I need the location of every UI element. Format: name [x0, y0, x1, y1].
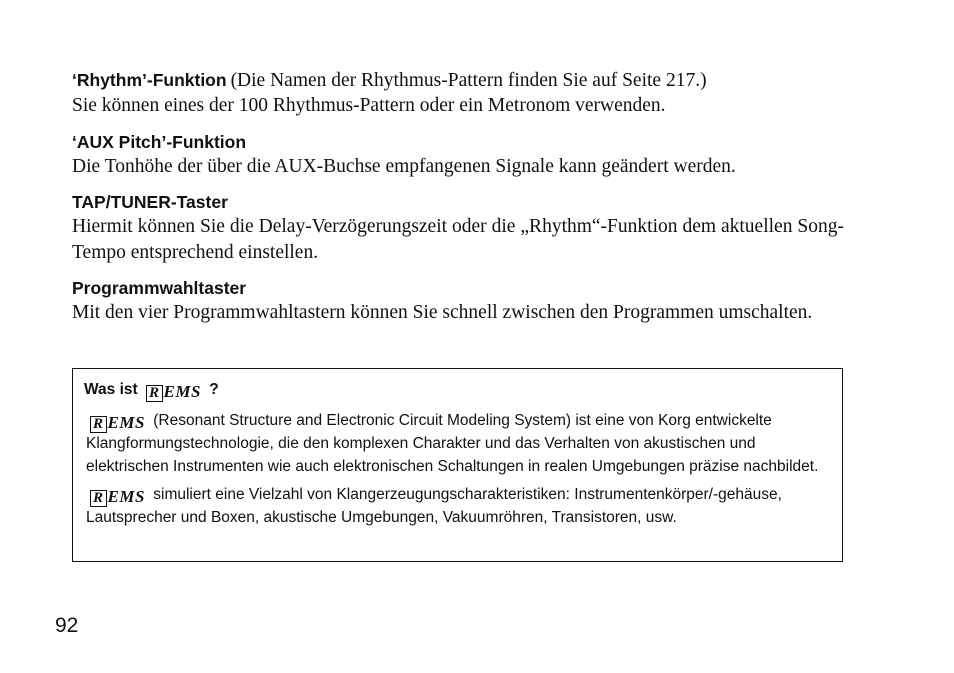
info-box-title-prefix: Was ist: [84, 381, 138, 398]
section-body-programmwahltaster: Mit den vier Programmwahltastern können Sie schnell zwischen den Programmen umschalten.: [72, 302, 813, 323]
info-box-paragraph-1: R EMS (Resonant Structure and Electronic Circuit Modeling System) ist eine von Korg entwickelte Klangformungstechnologie, die den komplexen Charakter und das Verhalten von akustischen und elektrischen Instrumenten wie auch elektronischen Schaltungen in realen Umgebungen präzise nachbildet.: [86, 412, 819, 475]
page-number: 92: [55, 614, 79, 637]
section-heading-rhythm: ‘Rhythm’-Funktion: [72, 70, 227, 90]
rems-logo: R EMS: [146, 383, 201, 402]
rems-logo: R EMS: [90, 414, 145, 433]
info-box-title: [84, 379, 832, 402]
section-heading-programmwahltaster: Programmwahltaster: [72, 278, 247, 298]
section-heading-note: (Die Namen der Rhythmus-Pattern finden Sie auf Seite 217.): [230, 70, 707, 91]
section-aux-pitch: [72, 130, 844, 180]
section-body-tap-tuner: Hiermit können Sie die Delay-Verzögerungszeit oder die „Rhythm“-Funktion dem aktuellen Song-Tempo entsprechend einstellen.: [72, 216, 844, 263]
section-rhythm: [72, 68, 844, 119]
page-content: [72, 68, 844, 337]
section-heading-tap-tuner: TAP/TUNER-Taster: [72, 192, 228, 212]
section-heading-aux-pitch: ‘AUX Pitch’-Funktion: [72, 131, 247, 152]
info-box-title-suffix: ?: [209, 381, 219, 398]
section-programmwahltaster: [72, 276, 844, 326]
rems-info-box: [72, 368, 843, 562]
rems-logo: R EMS: [90, 488, 145, 507]
section-tap-tuner: [72, 190, 844, 265]
info-box-paragraph-2: R EMS simuliert eine Vielzahl von Klangerzeugungscharakteristiken: Instrumentenkörper/-gehäuse, Lautsprecher und Boxen, akustische Umgebungen, Vakuumröhren, Transistoren, usw.: [86, 486, 782, 526]
section-body-aux-pitch: Die Tonhöhe der über die AUX-Buchse empfangenen Signale kann geändert werden.: [72, 155, 736, 177]
section-body-rhythm: Sie können eines der 100 Rhythmus-Pattern oder ein Metronom verwenden.: [72, 95, 666, 116]
